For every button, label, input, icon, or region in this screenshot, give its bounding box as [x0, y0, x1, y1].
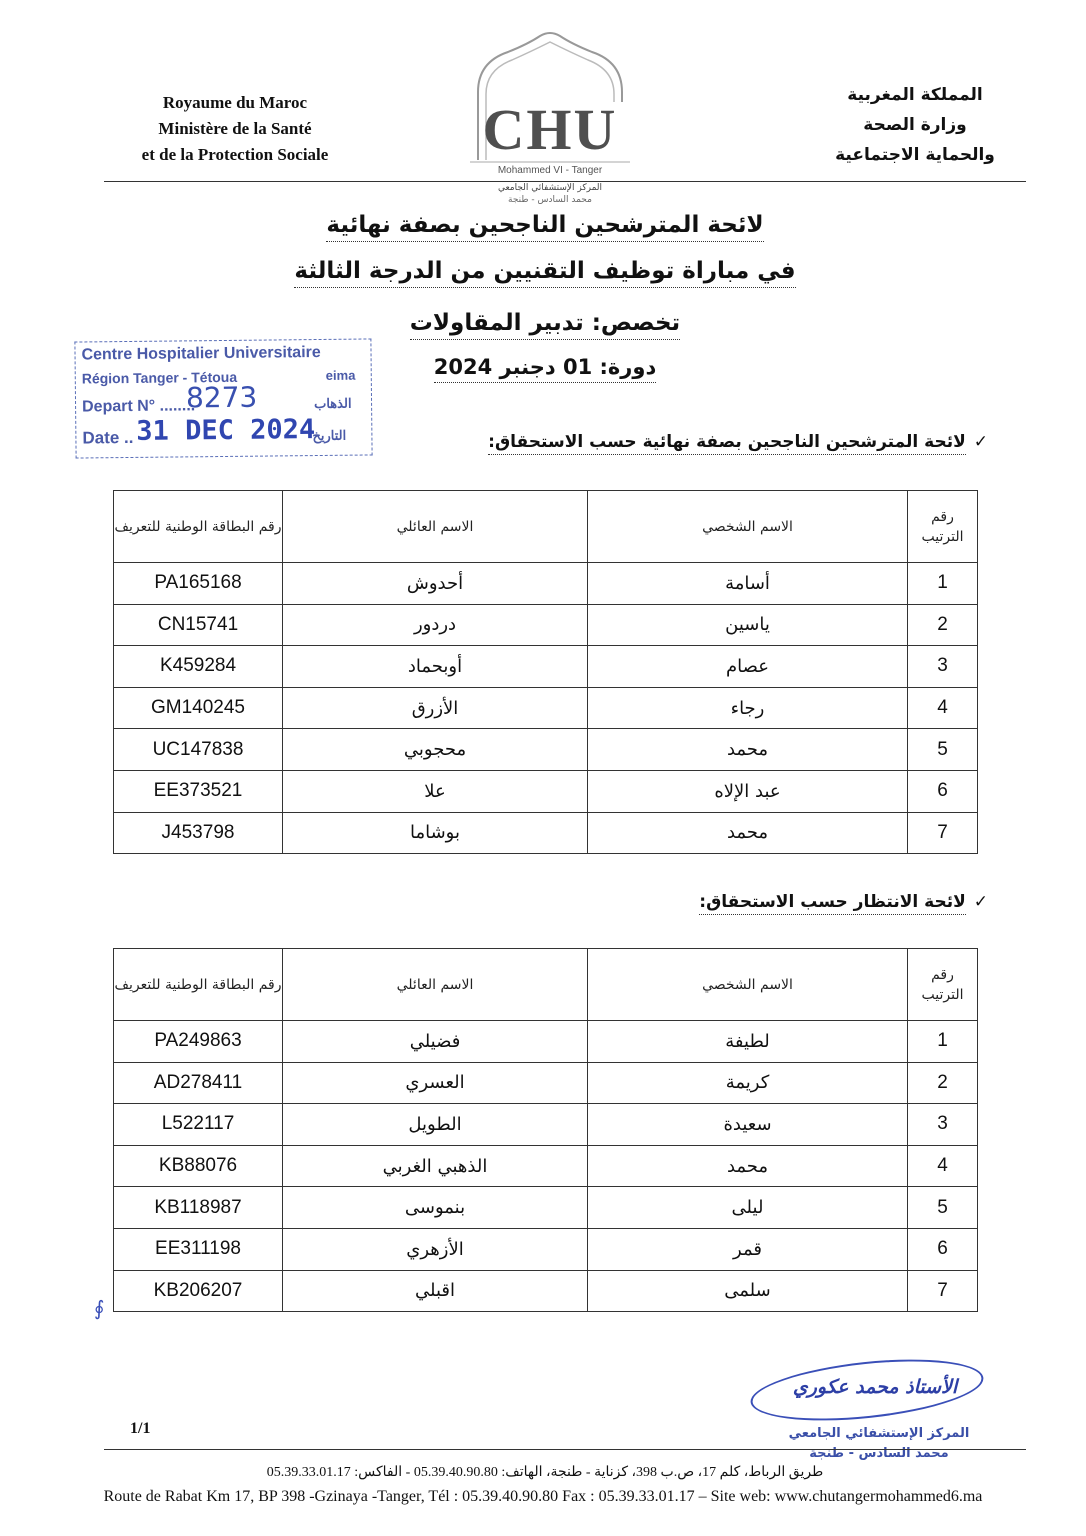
cell-first-name: عصام	[588, 646, 908, 688]
stamp-line-3-right: الذهاب	[313, 395, 352, 412]
cell-family-name: الطويل	[283, 1104, 588, 1146]
table-row	[114, 1187, 978, 1229]
cell-family-name: محجوبي	[283, 729, 588, 771]
cell-cin: KB88076	[114, 1145, 283, 1187]
stamp-line-2: Région Tanger - Tétoua	[81, 368, 238, 387]
stamp-line-4: Date ..	[82, 427, 134, 448]
check-icon: ✓	[973, 432, 988, 452]
table-row	[114, 563, 978, 605]
cell-family-name: أحدوش	[283, 563, 588, 605]
stamp-number: 8273	[185, 380, 258, 415]
cell-rank: 3	[908, 646, 978, 688]
cell-rank: 6	[908, 1228, 978, 1270]
table-row	[114, 812, 978, 854]
footer-arabic: طريق الرباط، كلم 17، ص.ب 398، كزناية - طنجة، الهاتف: 05.39.40.90.80 - الفاكس: 05.39.33.01.17	[266, 1465, 824, 1480]
cell-rank: 5	[908, 1187, 978, 1229]
col-header-cin: رقم البطاقة الوطنية للتعريف	[114, 491, 283, 563]
cell-rank: 1	[908, 1021, 978, 1063]
cell-first-name: محمد	[588, 729, 908, 771]
cell-cin: CN15741	[114, 604, 283, 646]
table-row	[114, 770, 978, 812]
table-row	[114, 1270, 978, 1312]
cell-family-name: العسري	[283, 1062, 588, 1104]
stamp-line-1: Centre Hospitalier Universitaire	[81, 343, 321, 364]
stamp-date: 31 DEC 2024	[136, 414, 316, 447]
col-header-rank: رقم الترتيب	[908, 491, 978, 563]
cell-family-name: أوبحماد	[283, 646, 588, 688]
table-row	[114, 604, 978, 646]
cell-rank: 2	[908, 604, 978, 646]
page-number: 1/1	[130, 1420, 151, 1437]
footer-french: Route de Rabat Km 17, BP 398 -Gzinaya -Tanger, Tél : 05.39.40.90.80 Fax : 05.39.33.01.17 – Site web: www.chutangermohammed6.ma	[103, 1488, 983, 1505]
cell-family-name: الأزرق	[283, 687, 588, 729]
table-row	[114, 646, 978, 688]
logo-subtitle: Mohammed VI - Tanger	[497, 165, 603, 176]
cell-cin: KB206207	[114, 1270, 283, 1312]
table-row	[114, 729, 978, 771]
header-ar-line-1: المملكة المغربية	[847, 85, 983, 105]
header-divider	[104, 181, 1026, 182]
title-line-2: في مباراة توظيف التقنيين من الدرجة الثالثة	[200, 258, 890, 284]
signature-title-1: المركز الإستشفائي الجامعي	[788, 1426, 970, 1441]
table-header-row	[114, 949, 978, 1021]
cell-first-name: أسامة	[588, 563, 908, 605]
stamp-line-2-right: eima	[325, 367, 356, 383]
table-row	[114, 1228, 978, 1270]
cell-family-name: بنموسى	[283, 1187, 588, 1229]
cell-family-name: اقبلي	[283, 1270, 588, 1312]
header-ar-line-2: وزارة الصحة	[863, 115, 967, 135]
cell-first-name: قمر	[588, 1228, 908, 1270]
cell-cin: GM140245	[114, 687, 283, 729]
chu-logo	[450, 30, 650, 205]
cell-first-name: ياسين	[588, 604, 908, 646]
cell-cin: PA165168	[114, 563, 283, 605]
cell-cin: EE311198	[114, 1228, 283, 1270]
cell-first-name: كريمة	[588, 1062, 908, 1104]
col-header-cin: رقم البطاقة الوطنية للتعريف	[114, 949, 283, 1021]
cell-rank: 1	[908, 563, 978, 605]
reception-stamp	[74, 338, 372, 458]
header-fr-line-1: Royaume du Maroc	[162, 93, 308, 112]
cell-first-name: محمد	[588, 1145, 908, 1187]
signature-name: الأستاذ محمد عكوري	[792, 1376, 958, 1398]
cell-family-name: علا	[283, 770, 588, 812]
col-header-first-name: الاسم الشخصي	[588, 491, 908, 563]
cell-cin: PA249863	[114, 1021, 283, 1063]
section-heading-final: ✓لائحة المترشحين الناجحين بصفة نهائية حسب الاستحقاق:	[488, 432, 988, 452]
header-arabic	[800, 80, 1030, 170]
col-header-first-name: الاسم الشخصي	[588, 949, 908, 1021]
logo-letters: CHU	[482, 97, 618, 162]
header-fr-line-3: et de la Protection Sociale	[141, 145, 329, 164]
footer-divider	[104, 1449, 1026, 1450]
cell-cin: AD278411	[114, 1062, 283, 1104]
cell-rank: 4	[908, 1145, 978, 1187]
cell-family-name: الأزهري	[283, 1228, 588, 1270]
table-waiting-list	[113, 948, 978, 1312]
cell-first-name: سعيدة	[588, 1104, 908, 1146]
cell-rank: 2	[908, 1062, 978, 1104]
cell-rank: 7	[908, 812, 978, 854]
cell-family-name: دردور	[283, 604, 588, 646]
cell-rank: 5	[908, 729, 978, 771]
table-final-list	[113, 490, 978, 854]
margin-initial-mark: ∮	[94, 1296, 105, 1320]
cell-first-name: عبد الإلاه	[588, 770, 908, 812]
cell-cin: KB118987	[114, 1187, 283, 1229]
table-row	[114, 1021, 978, 1063]
table-row	[114, 1104, 978, 1146]
cell-first-name: لطيفة	[588, 1021, 908, 1063]
table-row	[114, 1062, 978, 1104]
stamp-line-3: Depart N° ........	[81, 397, 196, 416]
header-fr-line-2: Ministère de la Santé	[158, 119, 312, 138]
col-header-rank: رقم الترتيب	[908, 949, 978, 1021]
col-header-family-name: الاسم العائلي	[283, 491, 588, 563]
cell-first-name: ليلى	[588, 1187, 908, 1229]
title-session: دورة: 01 دجنبر 2024	[200, 355, 890, 379]
cell-first-name: رجاء	[588, 687, 908, 729]
cell-cin: L522117	[114, 1104, 283, 1146]
table-row	[114, 687, 978, 729]
logo-arabic-line-2: محمد السادس - طنجة	[508, 195, 592, 205]
cell-cin: K459284	[114, 646, 283, 688]
cell-first-name: محمد	[588, 812, 908, 854]
header-french	[90, 90, 380, 168]
cell-rank: 7	[908, 1270, 978, 1312]
cell-rank: 3	[908, 1104, 978, 1146]
cell-first-name: سلمى	[588, 1270, 908, 1312]
cell-cin: EE373521	[114, 770, 283, 812]
table-header-row	[114, 491, 978, 563]
stamp-line-4-right: التاريخ	[312, 427, 347, 444]
title-line-3: تخصص: تدبير المقاولات	[200, 310, 890, 336]
check-icon: ✓	[973, 892, 988, 912]
col-header-family-name: الاسم العائلي	[283, 949, 588, 1021]
cell-rank: 4	[908, 687, 978, 729]
logo-arabic-line-1: المركز الإستشفائي الجامعي	[497, 183, 603, 193]
signature-title-2: محمد السادس - طنجة	[809, 1446, 949, 1461]
cell-family-name: بوشاما	[283, 812, 588, 854]
title-line-1: لائحة المترشحين الناجحين بصفة نهائية	[200, 212, 890, 238]
cell-cin: J453798	[114, 812, 283, 854]
section-heading-waiting: ✓لائحة الانتظار حسب الاستحقاق:	[699, 892, 988, 912]
table-row	[114, 1145, 978, 1187]
header-ar-line-3: والحماية الاجتماعية	[835, 145, 995, 165]
cell-family-name: الذهبي الغربي	[283, 1145, 588, 1187]
cell-rank: 6	[908, 770, 978, 812]
cell-cin: UC147838	[114, 729, 283, 771]
cell-family-name: فضيلي	[283, 1021, 588, 1063]
